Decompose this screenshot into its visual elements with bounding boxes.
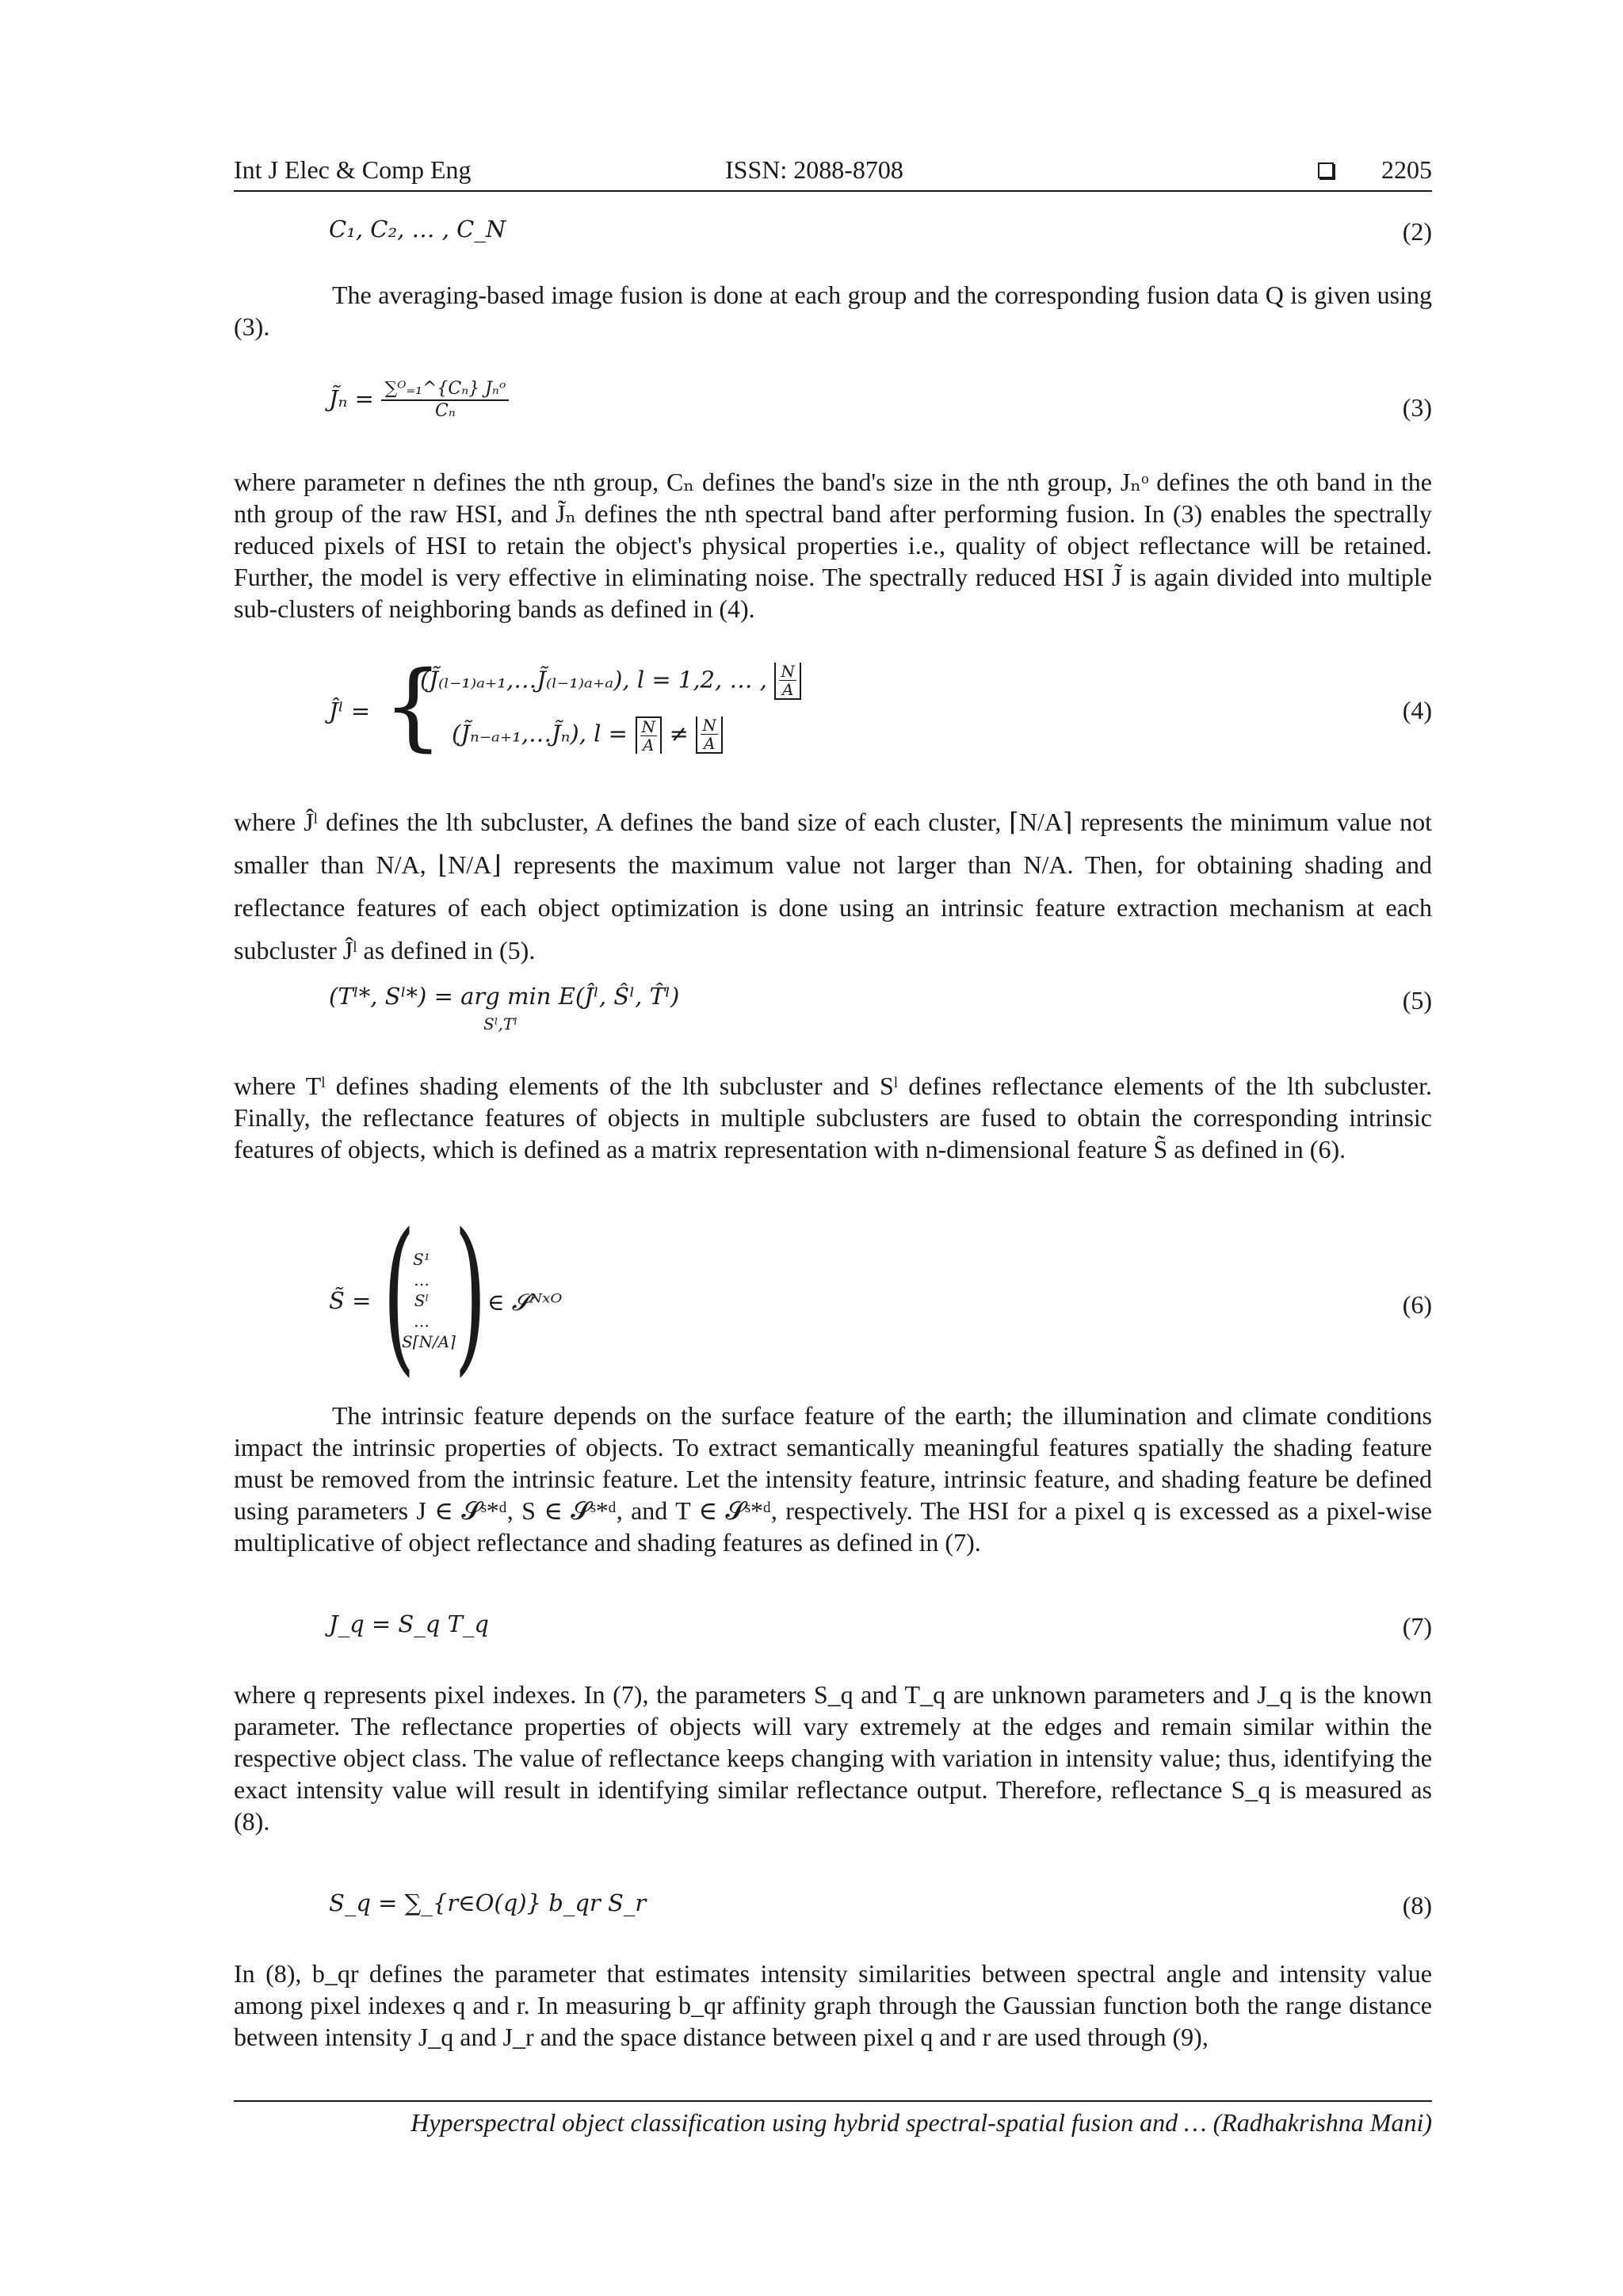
issn: ISSN: 2088-8708	[725, 155, 903, 184]
equation-8	[329, 1889, 646, 1917]
equation-4-number: (4)	[1402, 696, 1432, 724]
equation-5	[329, 983, 680, 1033]
running-header	[234, 155, 1432, 190]
equation-4-case-2-floor: $\frac{N}{A}$	[696, 716, 723, 754]
equation-4-case-1	[420, 663, 801, 700]
equation-6	[329, 1198, 646, 1392]
equation-3-denominator: Cₙ	[435, 401, 456, 421]
equation-6-vector	[402, 1249, 456, 1352]
equation-4-lhs: Ĵˡ =	[329, 697, 371, 724]
equation-2-text: C₁, C₂, … , C_N	[329, 216, 506, 243]
paragraph-5: The intrinsic feature depends on the surface feature of the earth; the illumination and climate conditions impact the intrinsic properties of objects. To extract semantically meaningful features spatially the shading feature must be removed from the intrinsic feature. Let the intensity feature, intrinsic feature, and shading feature be defined using parameters J ∈ 𝓢ˢ*ᵈ, S ∈ 𝓢ˢ*ᵈ, and T ∈ 𝓢ˢ*ᵈ, respectively. The HSI for a pixel q is excessed as a pixel-wise multiplicative of object reflectance and shading features as defined in (7).	[234, 1401, 1432, 1557]
equation-3-fraction	[381, 379, 509, 422]
equation-7-number: (7)	[1402, 1612, 1432, 1641]
equation-6-row-4: …	[414, 1312, 430, 1331]
equation-2	[329, 216, 506, 243]
box-icon	[1318, 162, 1334, 178]
equation-4-case-1-text: (J̃₍ₗ₋₁₎ₐ₊₁,…J̃₍ₗ₋₁₎ₐ₊ₐ), l = 1,2, … ,	[420, 666, 767, 693]
paragraph-7: In (8), b_qr defines the parameter that estimates intensity similarities between spectral angle and intensity value among pixel indexes q and r. In measuring b_qr affinity graph through the Gaussian function both the range distance between intensity J_q and J_r and the space distance between pixel q and r are used through (9),	[234, 1959, 1432, 2051]
equation-6-row-1: S¹	[413, 1250, 430, 1269]
equation-4-case-2-ceil: $\frac{N}{A}$	[636, 716, 663, 754]
equation-5-number: (5)	[1402, 986, 1432, 1014]
equation-6-number: (6)	[1402, 1290, 1432, 1319]
equation-5-text: (Tˡ*, Sˡ*) = arg min E(Ĵˡ, Ŝˡ, T̂ˡ)	[329, 983, 680, 1010]
equation-3	[329, 379, 509, 422]
equation-8-number: (8)	[1402, 1891, 1432, 1920]
equation-6-row-2: …	[414, 1270, 430, 1289]
footer-running-title: Hyperspectral object classification using hybrid spectral-spatial fusion and … (Radhakrishna Mani)	[411, 2108, 1432, 2137]
equation-8-text: S_q = ∑_{r∈O(q)} b_qr S_r	[329, 1889, 647, 1916]
paragraph-2: where parameter n defines the nth group, Cₙ defines the band's size in the nth group, Jₙᵒ defines the oth band in the nth group of the raw HSI, and J̃ₙ defines the nth spectral band after performing fusion. In (3) enables the spectrally reduced pixels of HSI to retain the object's physical properties i.e., quality of object reflectance will be retained. Further, the model is very effective in eliminating noise. The spectrally reduced HSI J̃ is again divided into multiple sub-clusters of neighboring bands as defined in (4).	[234, 468, 1432, 623]
paragraph-3: where Ĵˡ defines the lth subcluster, A defines the band size of each cluster, ⌈N/A⌉ represents the minimum value not smaller than N/A, ⌊N/A⌋ represents the maximum value not larger than N/A. Then, for obtaining shading and reflectance features of each object optimization is done using an intrinsic feature extraction mechanism at each subcluster Ĵˡ as defined in (5).	[234, 808, 1432, 965]
paragraph-1: The averaging-based image fusion is done at each group and the corresponding fusion data Q is given using (3).	[234, 281, 1432, 341]
equation-4-case-2	[452, 716, 723, 754]
equation-4-case-2-text: (J̃ₙ₋ₐ₊₁,…J̃ₙ), l =	[452, 720, 628, 747]
equation-6-rhs: ∈ 𝓢ᴺˣᴼ	[487, 1289, 563, 1316]
paragraph-4: where Tˡ defines shading elements of the lth subcluster and Sˡ defines reflectance elements of the lth subcluster. Finally, the reflectance features of objects in multiple subclusters are fused to obtain the corresponding intrinsic features of objects, which is defined as a matrix representation with n-dimensional feature S̃ as defined in (6).	[234, 1072, 1432, 1163]
equation-2-number: (2)	[1402, 217, 1432, 246]
equation-6-left-paren: (	[383, 1198, 415, 1392]
equation-7	[329, 1610, 489, 1638]
equation-3-lhs: J̃ₙ =	[329, 385, 374, 412]
paragraph-6: where q represents pixel indexes. In (7), the parameters S_q and T_q are unknown parameters and J_q is the known parameter. The reflectance properties of objects will vary extremely at the edges and remain similar within the respective object class. The value of reflectance keeps changing with variation in intensity value; thus, identifying the exact intensity value will result in identifying similar reflectance output. Therefore, reflectance S_q is measured as (8).	[234, 1680, 1432, 1836]
equation-6-row-3: Sˡ	[414, 1291, 430, 1310]
equation-5-subscript: Sˡ,Tˡ	[483, 1014, 518, 1033]
equation-4-brace: {	[383, 651, 444, 762]
equation-4-case-1-floor: $\frac{N}{A}$	[774, 663, 801, 700]
equation-6-row-5: S⌈N/A⌉	[402, 1332, 456, 1351]
equation-6-lhs: S̃ =	[329, 1287, 372, 1314]
equation-3-number: (3)	[1402, 393, 1432, 422]
footer-rule	[234, 2100, 1432, 2102]
equation-4-neq: ≠	[669, 720, 689, 747]
header-rule	[234, 190, 1432, 192]
equation-3-numerator: ∑ᴼ₌₁^{Cₙ} Jₙᵒ	[381, 379, 509, 401]
equation-6-right-paren: )	[454, 1198, 487, 1392]
page-number: 2205	[1381, 155, 1432, 184]
equation-7-text: J_q = S_q T_q	[329, 1610, 489, 1637]
journal-name: Int J Elec & Comp Eng	[234, 155, 472, 184]
page-number-block	[1318, 155, 1432, 185]
